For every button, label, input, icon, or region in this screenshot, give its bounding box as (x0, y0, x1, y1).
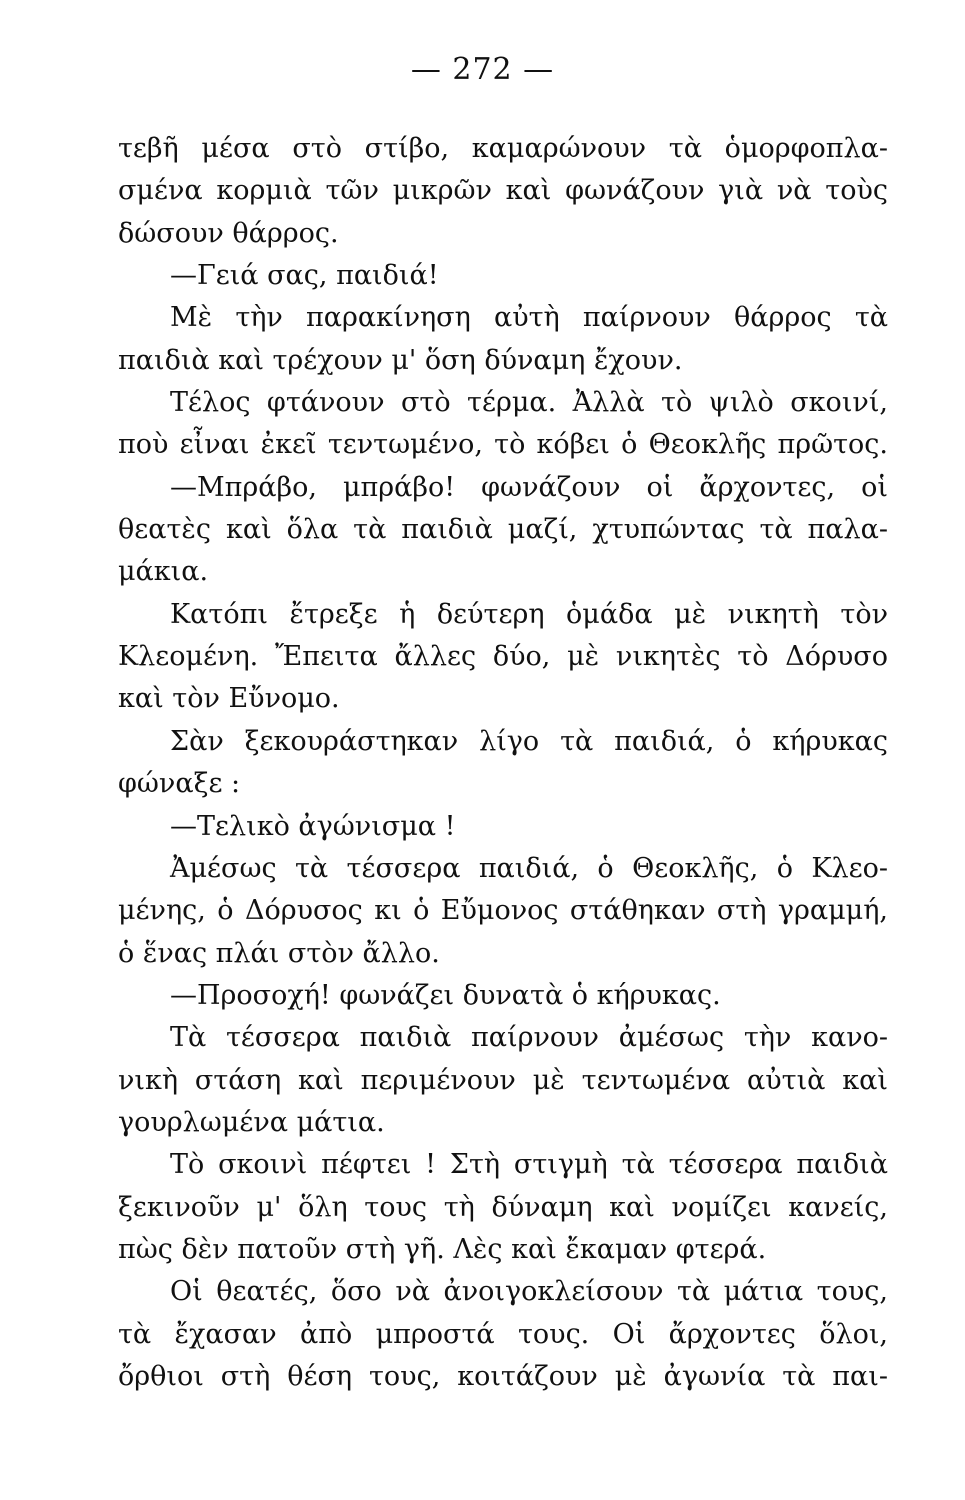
page-number: — 272 — (410, 52, 555, 87)
text-line: ποὺ εἶναι ἐκεῖ τεντωμένο, τὸ κόβει ὁ Θεοκλῆς πρῶτος. (118, 429, 888, 461)
text-line: γουρλωμένα μάτια. (118, 1106, 385, 1138)
text-line: μάκια. (118, 556, 209, 588)
text-line: Κατόπι ἔτρεξε ἡ δεύτερη ὁμάδα μὲ νικητὴ τὸν (170, 598, 888, 630)
text-line: —Προσοχή! φωνάζει δυνατὰ ὁ κήρυκας. (170, 979, 721, 1011)
text-line: πὼς δὲν πατοῦν στὴ γῆ. Λὲς καὶ ἔκαμαν φτερά. (118, 1233, 767, 1265)
text-line: τεβῆ μέσα στὸ στίβο, καμαρώνουν τὰ ὁμορφοπλα- (118, 133, 888, 164)
text-line: τὰ ἔχασαν ἀπὸ μπροστά τους. Οἱ ἄρχοντες ὅλοι, (118, 1318, 888, 1350)
text-line: Ἀμέσως τὰ τέσσερα παιδιά, ὁ Θεοκλῆς, ὁ Κλεο- (170, 852, 888, 884)
body-text (118, 128, 888, 1398)
text-line: παιδιὰ καὶ τρέχουν μ' ὅση δύναμη ἔχουν. (118, 344, 683, 376)
text-line: μένης, ὁ Δόρυσος κι ὁ Εὔμονος στάθηκαν στὴ γραμμή, (118, 895, 888, 927)
text-line: καὶ τὸν Εὔνομο. (118, 683, 340, 715)
text-line: σμένα κορμιὰ τῶν μικρῶν καὶ φωνάζουν γιὰ νὰ τοὺς (118, 175, 888, 207)
text-line: Τὰ τέσσερα παιδιὰ παίρνουν ἀμέσως τὴν κανο- (170, 1022, 888, 1054)
text-line: ὄρθιοι στὴ θέση τους, κοιτάζουν μὲ ἀγωνία τὰ παι- (118, 1360, 888, 1392)
text-line: ξεκινοῦν μ' ὅλη τους τὴ δύναμη καὶ νομίζει κανείς, (118, 1191, 888, 1223)
text-line: —Γειά σας, παιδιά! (170, 260, 439, 292)
text-line: θεατὲς καὶ ὅλα τὰ παιδιὰ μαζί, χτυπώντας τὰ παλα- (118, 514, 888, 546)
text-line: Οἱ θεατές, ὅσο νὰ ἀνοιγοκλείσουν τὰ μάτια τους, (170, 1276, 888, 1308)
text-line: Κλεομένη. Ἔπειτα ἄλλες δύο, μὲ νικητὲς τὸ Δόρυσο (118, 641, 888, 673)
text-line: φώναξε : (118, 768, 241, 800)
text-line: —Μπράβο, μπράβο! φωνάζουν οἱ ἄρχοντες, οἱ (170, 471, 888, 503)
text-line: Σὰν ξεκουράστηκαν λίγο τὰ παιδιά, ὁ κήρυκας (170, 725, 888, 757)
text-line: ὁ ἕνας πλάι στὸν ἄλλο. (118, 937, 440, 969)
text-line: Τὸ σκοινὶ πέφτει ! Στὴ στιγμὴ τὰ τέσσερα παιδιὰ (170, 1149, 888, 1181)
text-line: νικὴ στάση καὶ περιμένουν μὲ τεντωμένα αὐτιὰ καὶ (118, 1064, 888, 1096)
text-line: Τέλος φτάνουν στὸ τέρμα. Ἀλλὰ τὸ ψιλὸ σκοινί, (170, 387, 888, 419)
text-line: Μὲ τὴν παρακίνηση αὐτὴ παίρνουν θάρρος τὰ (170, 302, 888, 334)
text-line: δώσουν θάρρος. (118, 217, 339, 249)
text-line: —Τελικὸ ἀγώνισμα ! (170, 810, 456, 842)
